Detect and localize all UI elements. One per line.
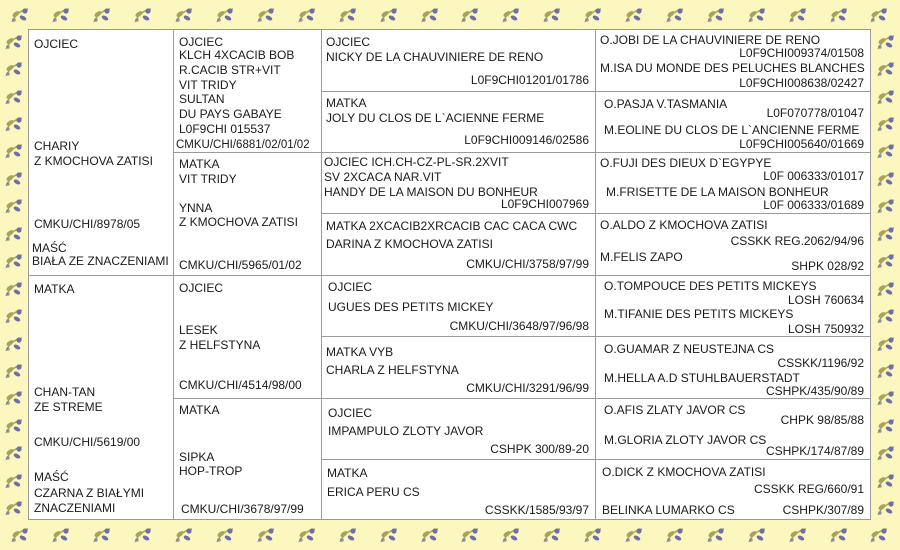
floral-ornament-icon (875, 87, 897, 107)
floral-ornament-icon (3, 169, 25, 189)
dds-cell (322, 399, 595, 459)
dds-role: OJCIEC (328, 406, 373, 420)
floral-ornament-icon (3, 471, 25, 491)
floral-ornament-icon (705, 525, 727, 545)
ss-name-line2: DU PAYS GABAYE (179, 107, 282, 121)
sdds-cell (596, 214, 870, 275)
floral-ornament-icon (868, 525, 890, 545)
sds-titles: SV 2XCACA NAR.VIT (324, 170, 442, 184)
sire-name-line1: CHARIY (34, 139, 80, 153)
floral-ornament-icon (419, 525, 441, 545)
floral-ornament-icon (459, 525, 481, 545)
sire-sire-cell (174, 30, 321, 152)
floral-ornament-icon (623, 5, 645, 25)
ss-role: OJCIEC (179, 35, 224, 49)
top-ornament-border (0, 0, 900, 30)
dss-role: OJCIEC (328, 280, 373, 294)
sds-cell (322, 153, 595, 213)
dd-name-line1: SIPKA (179, 450, 215, 464)
floral-ornament-icon (875, 306, 897, 326)
dsd-role: MATKA VYB (326, 345, 394, 359)
dsss-reg: LOSH 760634 (787, 293, 864, 307)
dam-sire-cell (174, 276, 321, 398)
floral-ornament-icon (500, 525, 522, 545)
dss-name: UGUES DES PETITS MICKEY (328, 300, 494, 314)
dsds-reg: CSSKK/1196/92 (777, 356, 864, 370)
floral-ornament-icon (3, 443, 25, 463)
ddds-name: O.DICK Z KMOCHOVA ZATISI (602, 465, 766, 479)
ss-name-line1: SULTAN (179, 92, 225, 106)
floral-ornament-icon (3, 141, 25, 161)
dsd-cell (322, 337, 595, 398)
floral-ornament-icon (875, 59, 897, 79)
floral-ornament-icon (746, 5, 768, 25)
dam-color-line2: ZNACZENIAMI (34, 501, 116, 515)
floral-ornament-icon (3, 279, 25, 299)
ds-name-line2: Z HELFSTYNA (179, 338, 261, 352)
floral-ornament-icon (50, 5, 72, 25)
sss-reg: L0F9CHI01201/01786 (470, 73, 589, 87)
floral-ornament-icon (337, 5, 359, 25)
dsds-cell (596, 337, 870, 398)
dam-dam-cell (174, 399, 321, 519)
ssd-name: JOLY DU CLOS DE L`ACIENNE FERME (326, 111, 545, 125)
sdss-cell (596, 153, 870, 213)
floral-ornament-icon (875, 416, 897, 436)
dd-reg: CMKU/CHI/3678/97/99 (181, 502, 304, 516)
dss-cell (322, 276, 595, 336)
floral-ornament-icon (3, 361, 25, 381)
left-ornament-border (0, 28, 28, 522)
dsss-cell (596, 276, 870, 336)
floral-ornament-icon (3, 498, 25, 518)
sire-color: BIAŁA ZE ZNACZENIAMI (32, 254, 169, 268)
dsdd-reg: CSHPK/435/90/89 (765, 384, 864, 398)
floral-ornament-icon (875, 279, 897, 299)
sds-reg: L0F9CHI007969 (500, 197, 589, 211)
sire-role: OJCIEC (34, 37, 79, 51)
ddd-reg: CSSKK/1585/93/97 (484, 503, 589, 517)
sds-role: OJCIEC ICH.CH-CZ-PL-SR.2XVIT (324, 155, 509, 169)
ddds-reg: CSSKK REG/660/91 (753, 482, 864, 496)
ss-reg2: CMKU/CHI/6881/02/01/02 (176, 139, 310, 151)
floral-ornament-icon (255, 5, 277, 25)
sd-name-line1: YNNA (179, 201, 213, 215)
floral-ornament-icon (541, 5, 563, 25)
ssds-reg: L0F070778/01047 (766, 106, 864, 120)
dam-reg: CMKU/CHI/5619/00 (34, 435, 141, 449)
dsd-reg: CMKU/CHI/3291/96/99 (466, 381, 589, 395)
bottom-ornament-border (0, 520, 900, 550)
floral-ornament-icon (500, 5, 522, 25)
ss-titles1: KLCH 4XCACIB BOB (179, 48, 295, 62)
floral-ornament-icon (664, 5, 686, 25)
ssss-reg: L0F9CHI009374/01508 (739, 46, 864, 60)
floral-ornament-icon (50, 525, 72, 545)
ds-name-line1: LESEK (179, 323, 218, 337)
sire-color-label: MAŚĆ (32, 241, 67, 255)
ssds-name: O.PASJA V.TASMANIA (604, 97, 728, 111)
floral-ornament-icon (3, 59, 25, 79)
ssd-reg: L0F9CHI009146/02586 (464, 133, 589, 147)
floral-ornament-icon (3, 416, 25, 436)
floral-ornament-icon (3, 114, 25, 134)
floral-ornament-icon (541, 525, 563, 545)
floral-ornament-icon (875, 498, 897, 518)
floral-ornament-icon (623, 525, 645, 545)
ds-role: OJCIEC (179, 281, 224, 295)
sd-role: MATKA (179, 157, 220, 171)
sd-reg: CMKU/CHI/5965/01/02 (179, 258, 302, 272)
floral-ornament-icon (875, 334, 897, 354)
sdd-reg: CMKU/CHI/3758/97/99 (466, 257, 589, 271)
dss-reg: CMKU/CHI/3648/97/96/98 (449, 319, 589, 333)
floral-ornament-icon (705, 5, 727, 25)
floral-ornament-icon (173, 525, 195, 545)
dddd-reg: CSHPK/307/89 (782, 503, 864, 517)
ssdd-name: M.EOLINE DU CLOS DE L`ANCIENNE FERME (604, 123, 860, 137)
dds-name: IMPAMPULO ZLOTY JAVOR (328, 424, 484, 438)
floral-ornament-icon (3, 224, 25, 244)
sdd-name: DARINA Z KMOCHOVA ZATISI (326, 237, 493, 251)
dsss-name: O.TOMPOUCE DES PETITS MICKEYS (604, 279, 817, 293)
floral-ornament-icon (214, 5, 236, 25)
floral-ornament-icon (875, 471, 897, 491)
dddd-name: BELINKA LUMARKO CS (602, 503, 735, 517)
floral-ornament-icon (3, 87, 25, 107)
dssd-name: M.TIFANIE DES PETITS MICKEYS (604, 307, 794, 321)
floral-ornament-icon (868, 5, 890, 25)
ddss-reg: CHPK 98/85/88 (780, 413, 864, 427)
ssss-cell (596, 30, 870, 91)
sds-name: HANDY DE LA MAISON DU BONHEUR (324, 185, 538, 199)
ddss-cell (596, 399, 870, 459)
floral-ornament-icon (296, 525, 318, 545)
floral-ornament-icon (875, 169, 897, 189)
floral-ornament-icon (9, 5, 31, 25)
ddds-cell (596, 460, 870, 519)
floral-ornament-icon (337, 525, 359, 545)
ssd-cell (322, 92, 595, 152)
sdsd-name: M.FRISETTE DE LA MAISON BONHEUR (606, 185, 829, 199)
floral-ornament-icon (9, 525, 31, 545)
sddd-name: M.FELIS ZAPO (600, 250, 683, 264)
ssds-cell (596, 92, 870, 152)
floral-ornament-icon (875, 224, 897, 244)
floral-ornament-icon (3, 334, 25, 354)
sddd-reg: SHPK 028/92 (791, 259, 864, 273)
floral-ornament-icon (582, 525, 604, 545)
dam-color-label: MAŚĆ (34, 470, 69, 484)
floral-ornament-icon (875, 114, 897, 134)
floral-ornament-icon (132, 525, 154, 545)
dam-name-line1: CHAN-TAN (34, 385, 96, 399)
ss-titles3: VIT TRIDY (179, 78, 237, 92)
floral-ornament-icon (3, 251, 25, 271)
floral-ornament-icon (459, 5, 481, 25)
floral-ornament-icon (664, 525, 686, 545)
sss-role: OJCIEC (326, 35, 371, 49)
ssdd-reg: L0F9CHI005640/01669 (739, 137, 864, 151)
dam-cell (29, 276, 173, 519)
right-ornament-border (872, 28, 900, 522)
floral-ornament-icon (173, 5, 195, 25)
floral-ornament-icon (875, 251, 897, 271)
ddss-name: O.AFIS ZLATY JAVOR CS (604, 403, 746, 417)
sd-name-line2: Z KMOCHOVA ZATISI (179, 215, 298, 229)
dam-role: MATKA (34, 282, 75, 296)
floral-ornament-icon (132, 5, 154, 25)
floral-ornament-icon (3, 196, 25, 216)
floral-ornament-icon (787, 5, 809, 25)
floral-ornament-icon (91, 5, 113, 25)
sdd-role: MATKA 2XCACIB2XRCACIB CAC CACA CWC (326, 219, 578, 233)
floral-ornament-icon (3, 306, 25, 326)
ddd-cell (322, 460, 595, 519)
floral-ornament-icon (378, 5, 400, 25)
floral-ornament-icon (875, 443, 897, 463)
ds-reg: CMKU/CHI/4514/98/00 (179, 378, 302, 392)
dds-reg: CSHPK 300/89-20 (490, 442, 589, 456)
sss-name: NICKY DE LA CHAUVINIERE DE RENO (326, 50, 544, 64)
floral-ornament-icon (419, 5, 441, 25)
sdss-reg: L0F 006333/01017 (763, 169, 864, 183)
floral-ornament-icon (255, 525, 277, 545)
dssd-reg: LOSH 750932 (787, 322, 864, 336)
pedigree-table (28, 29, 871, 520)
dam-name-line2: ZE STREME (34, 400, 103, 414)
sdd-cell (322, 214, 595, 275)
sdds-name: O.ALDO Z KMOCHOVA ZATISI (600, 218, 768, 232)
sdss-name: O.FUJI DES DIEUX D`EGYPYE (600, 156, 772, 170)
ddsd-name: M.GLORIA ZLOTY JAVOR CS (604, 433, 767, 447)
floral-ornament-icon (91, 525, 113, 545)
sssd-name: M.ISA DU MONDE DES PELUCHES BLANCHES (600, 61, 865, 75)
floral-ornament-icon (828, 525, 850, 545)
floral-ornament-icon (875, 361, 897, 381)
floral-ornament-icon (296, 5, 318, 25)
dd-role: MATKA (179, 403, 220, 417)
floral-ornament-icon (3, 32, 25, 52)
dd-name-line2: HOP-TROP (179, 464, 243, 478)
floral-ornament-icon (582, 5, 604, 25)
sire-dam-cell (174, 153, 321, 275)
sdsd-reg: L0F 006333/01689 (763, 198, 864, 212)
floral-ornament-icon (378, 525, 400, 545)
ddd-role: MATKA (327, 466, 368, 480)
floral-ornament-icon (214, 525, 236, 545)
floral-ornament-icon (875, 196, 897, 216)
dsdd-name: M.HELLA A.D STUHLBAUERSTADT (604, 371, 800, 385)
ddd-name: ERICA PERU CS (327, 485, 420, 499)
sdds-reg: CSSKK REG.2062/94/96 (730, 234, 864, 248)
floral-ornament-icon (828, 5, 850, 25)
ssss-name: O.JOBI DE LA CHAUVINIERE DE RENO (600, 33, 821, 47)
sss-cell (322, 30, 595, 91)
sire-cell (29, 30, 173, 275)
ss-reg1: L0F9CHI 015537 (179, 122, 271, 136)
floral-ornament-icon (875, 388, 897, 408)
ssd-role: MATKA (326, 96, 367, 110)
floral-ornament-icon (875, 32, 897, 52)
floral-ornament-icon (746, 525, 768, 545)
floral-ornament-icon (875, 141, 897, 161)
ddsd-reg: CSHPK/174/87/89 (765, 444, 864, 458)
sire-name-line2: Z KMOCHOVA ZATISI (34, 154, 153, 168)
dsd-name: CHARLA Z HELFSTYNA (326, 363, 459, 377)
ss-titles2: R.CACIB STR+VIT (179, 63, 281, 77)
floral-ornament-icon (3, 388, 25, 408)
sire-reg: CMKU/CHI/8978/05 (34, 217, 141, 231)
sd-titles: VIT TRIDY (179, 172, 237, 186)
floral-ornament-icon (787, 525, 809, 545)
sssd-reg: L0F9CHI008638/02427 (739, 76, 864, 90)
dam-color-line1: CZARNA Z BIAŁYMI (34, 486, 145, 500)
dsds-name: O.GUAMAR Z NEUSTEJNA CS (604, 342, 775, 356)
